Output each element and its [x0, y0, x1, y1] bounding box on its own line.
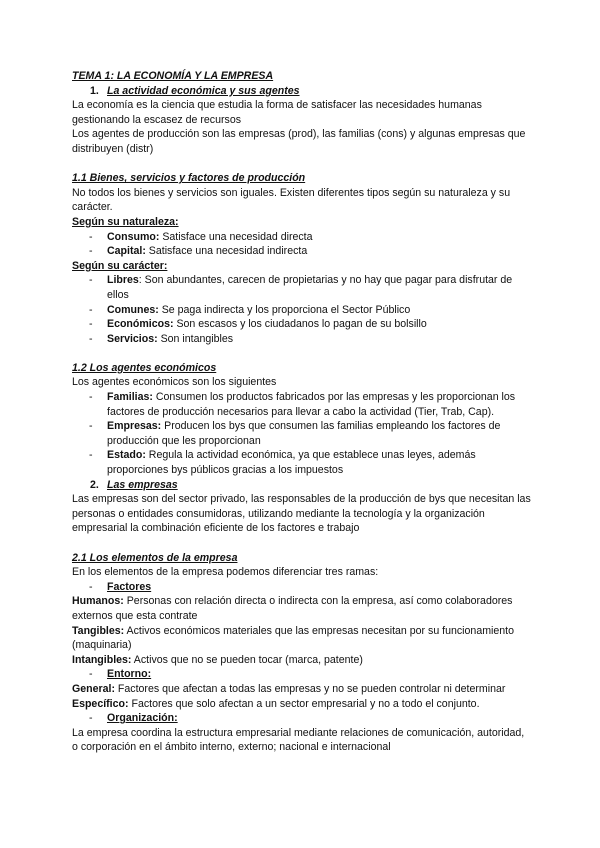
paragraph: Específico: Factores que solo afectan a un sector empresarial y no a todo el conjunto. — [72, 697, 480, 710]
paragraph: La economía es la ciencia que estudia la forma de satisfacer las necesidades humanas gestionando la escasez de recursos — [72, 99, 482, 126]
section-1-heading — [72, 84, 532, 99]
section-2-title: Las empresas — [107, 478, 178, 491]
paragraph: Las empresas son del sector privado, las responsables de la producción de bys que necesitan las personas o entidades consumidoras, utilizando mediante la tecnología y la organización empresarial la combinación eficiente de los factores e trabajo — [72, 493, 531, 535]
subheading: Según su carácter: — [72, 259, 168, 272]
list-item: - Servicios: Son intangibles — [89, 332, 234, 345]
paragraph: La empresa coordina la estructura empresarial mediante relaciones de comunicación, autoridad, o corporación en el ámbito interno, externo; nacional e internacional — [72, 726, 525, 754]
list-item: - Familias: Consumen los productos fabricados por las empresas y les proporcionan los factores de producción necesarios para llevar a cabo la actividad (Tier, Trab, Cap). — [89, 391, 516, 418]
paragraph: No todos los bienes y servicios son iguales. Existen diferentes tipos según su naturaleza y su carácter. — [72, 186, 511, 214]
paragraph: General: Factores que afectan a todas las empresas y no se pueden controlar ni determinar — [72, 682, 506, 695]
organizacion-heading: - Organización: — [89, 712, 178, 725]
section-2-heading — [72, 478, 532, 493]
paragraph: Los agentes de producción son las empresas (prod), las familias (cons) y algunas empresas que distribuyen (distr) — [72, 128, 526, 155]
list-item: - Comunes: Se paga indirecta y los proporciona el Sector Público — [89, 303, 411, 316]
section-2-1-heading: 2.1 Los elementos de la empresa — [72, 551, 238, 564]
section-1-title: La actividad económica y sus agentes — [107, 84, 300, 97]
paragraph: Tangibles: Activos económicos materiales que las empresas necesitan por su funcionamiento (maquinaria) — [72, 624, 515, 652]
factores-heading: - Factores — [89, 580, 152, 593]
paragraph: Intangibles: Activos que no se pueden tocar (marca, patente) — [72, 653, 363, 666]
subheading: Según su naturaleza: — [72, 215, 179, 228]
list-item: - Empresas: Producen los bys que consumen las familias empleando los factores de producción que les proporcionan — [89, 420, 501, 447]
section-1-1-heading: 1.1 Bienes, servicios y factores de producción — [72, 172, 306, 185]
paragraph: Los agentes económicos son los siguientes — [72, 376, 277, 389]
section-1-2-heading: 1.2 Los agentes económicos — [72, 361, 217, 374]
list-item: - Capital: Satisface una necesidad indirecta — [89, 245, 308, 258]
entorno-heading: - Entorno: — [89, 668, 152, 681]
document-page — [72, 69, 532, 755]
section-2-number: 2. — [90, 478, 99, 491]
paragraph: En los elementos de la empresa podemos diferenciar tres ramas: — [72, 566, 379, 579]
list-item: - Estado: Regula la actividad económica, ya que establece unas leyes, además proporciones bys públicos gracias a los impuestos — [89, 449, 476, 477]
section-1-number: 1. — [90, 84, 99, 97]
document-title: TEMA 1: LA ECONOMÍA Y LA EMPRESA — [72, 70, 274, 82]
list-item: - Consumo: Satisface una necesidad directa — [89, 230, 313, 243]
list-item: - Libres: Son abundantes, carecen de propietarias y no hay que pagar para disfrutar de ellos — [89, 274, 513, 301]
paragraph: Humanos: Personas con relación directa o indirecta con la empresa, así como colaboradores externos que esta contrate — [72, 595, 513, 622]
list-item: - Económicos: Son escasos y los ciudadanos lo pagan de su bolsillo — [89, 318, 427, 331]
